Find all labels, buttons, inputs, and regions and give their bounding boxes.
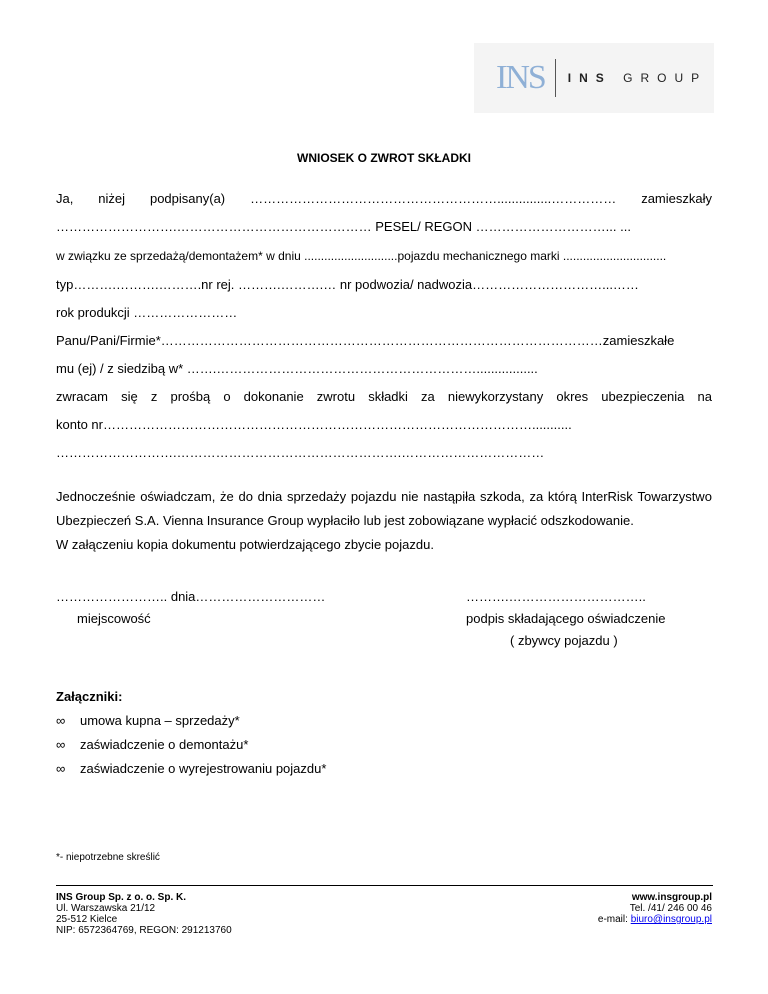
declaration-line-3: W załączeniu kopia dokumentu potwierdzającego zbycie pojazdu. [56, 537, 434, 552]
form-line-buyer-address[interactable]: mu (ej) / z siedzibą w* …….……………………………………………………................. [56, 361, 538, 376]
footer-contact-info [598, 892, 712, 925]
request-word: się [121, 389, 138, 404]
footer-company-info [56, 892, 232, 936]
signature-sublabel: ( zbywcy pojazdu ) [510, 633, 618, 648]
logo-text-rest: GROUP [623, 71, 708, 85]
footer-divider [56, 885, 713, 886]
request-word: niewykorzystany [447, 389, 544, 404]
bullet-icon: ∞ [56, 761, 66, 776]
request-word: okres [556, 389, 589, 404]
declaration-word: szkoda, [479, 489, 525, 504]
footnote: *- niepotrzebne skreślić [56, 852, 160, 863]
footer-street: Ul. Warszawska 21/12 [56, 903, 156, 914]
logo-mark: INS [496, 59, 545, 96]
declaration-word: Towarzystwo [637, 489, 712, 504]
line1-word-zamieszkaly: zamieszkały [641, 191, 712, 206]
attachment-item: zaświadczenie o demontażu* [80, 737, 249, 752]
declaration-word: którą [547, 489, 577, 504]
place-date-field[interactable]: …………………….. dnia………………………… [56, 589, 326, 604]
footer-email-link[interactable]: biuro@insgroup.pl [630, 914, 712, 925]
logo-text-bold: INS [567, 71, 612, 85]
place-label: miejscowość [77, 611, 151, 626]
declaration-word: sprzedaży [286, 489, 347, 504]
document-title: WNIOSEK O ZWROT SKŁADKI [297, 151, 471, 165]
declaration-word: do [238, 489, 253, 504]
logo-separator [555, 59, 556, 97]
form-line-request [56, 389, 712, 404]
form-line-buyer[interactable]: Panu/Pani/Firmie*…………………………………………………………………………………………zamieszkałe [56, 333, 675, 348]
footer-city: 25-512 Kielce [56, 914, 118, 925]
form-line-account-continued[interactable]: ……………………….…………………………………………….…………………………… [56, 445, 545, 460]
request-word: za [421, 389, 435, 404]
form-line-production-year[interactable]: rok produkcji …………………… [56, 305, 238, 320]
request-word: z [150, 389, 158, 404]
request-word: zwracam [56, 389, 109, 404]
attachment-item: umowa kupna – sprzedaży* [80, 713, 240, 728]
request-word: o [223, 389, 231, 404]
form-line-name [56, 191, 712, 206]
form-line-type-registration-vin[interactable]: typ……….……….……….nr rej. ……….……….… nr podwozia/ nadwozia…………………………...…… [56, 277, 639, 292]
declaration-word: za [529, 489, 544, 504]
line1-word-podpisany: podpisany(a) [149, 191, 226, 206]
footer-company-name: INS Group Sp. z o. o. Sp. K. [56, 892, 186, 903]
footer-email-line [598, 914, 712, 925]
footer-ids: NIP: 6572364769, REGON: 291213760 [56, 925, 232, 936]
request-word: dokonanie [243, 389, 304, 404]
logo-text [568, 71, 707, 85]
attachments-heading: Załączniki: [56, 689, 123, 704]
declaration-word: InterRisk [581, 489, 633, 504]
declaration-word: oświadczam, [140, 489, 216, 504]
signature-field[interactable]: ……….………………………….. [466, 589, 646, 604]
bullet-icon: ∞ [56, 737, 66, 752]
request-word: ubezpieczenia [601, 389, 685, 404]
form-line-account-number[interactable]: konto nr………………………………………………………………………………………........... [56, 417, 572, 432]
form-line-sale-date-make[interactable]: w związku ze sprzedażą/demontażem* w dniu ............................pojazdu mechanicznego marki ............................... [56, 249, 667, 263]
footer-email-label: e-mail: [597, 914, 631, 925]
line1-word-nizej: niżej [98, 191, 126, 206]
signature-label: podpis składającego oświadczenie [466, 611, 666, 626]
request-word: składki [368, 389, 408, 404]
request-word: na [697, 389, 712, 404]
declaration-word: dnia [257, 489, 283, 504]
form-line-address-pesel[interactable]: ……………………….……………………………………… PESEL/ REGON …………………………... ... [56, 219, 631, 234]
request-word: zwrotu [316, 389, 356, 404]
company-logo [474, 43, 714, 113]
request-word: prośbą [170, 389, 211, 404]
declaration-line-2: Ubezpieczeń S.A. Vienna Insurance Group wypłaciło lub jest zobowiązane wypłacić odszkodowanie. [56, 513, 634, 528]
attachment-item: zaświadczenie o wyrejestrowaniu pojazdu* [80, 761, 327, 776]
line1-word-ja: Ja, [56, 191, 74, 206]
footer-phone: Tel. /41/ 246 00 46 [629, 903, 712, 914]
declaration-word: pojazdu [350, 489, 397, 504]
footer-website[interactable]: www.insgroup.pl [631, 892, 712, 903]
declaration-word: nie [401, 489, 419, 504]
declaration-line-1 [56, 489, 712, 504]
declaration-word: nastąpiła [423, 489, 476, 504]
declaration-word: że [220, 489, 234, 504]
name-field-dots[interactable]: …………………………………………………...............…………… [250, 191, 617, 206]
declaration-word: Jednocześnie [56, 489, 136, 504]
bullet-icon: ∞ [56, 713, 66, 728]
